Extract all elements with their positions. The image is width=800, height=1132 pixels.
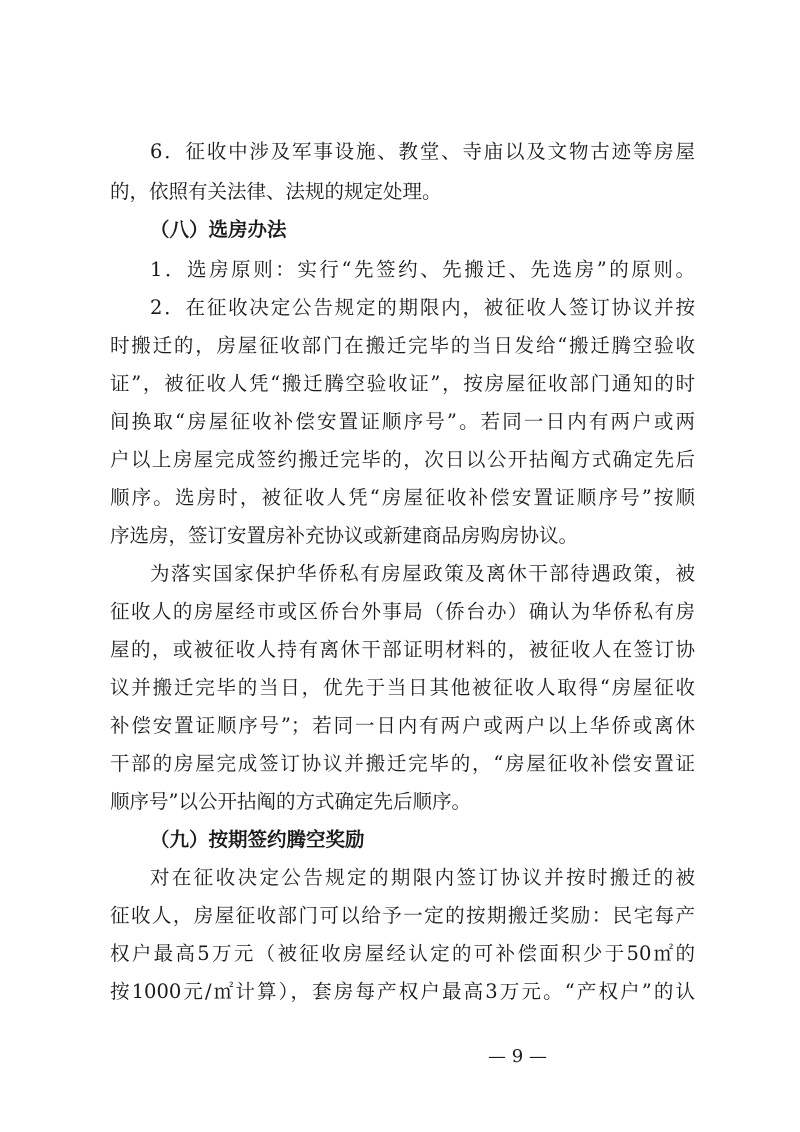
paragraph-line: 的，依照有关法律、法规的规定处理。 (110, 180, 442, 203)
paragraph-line: 为落实国家保护华侨私有房屋政策及离休干部待遇政策，被 (150, 562, 695, 585)
paragraph-line: 时搬迁的，房屋征收部门在搬迁完毕的当日发给“搬迁腾空验收 (110, 334, 695, 357)
paragraph-line: 证”，被征收人凭“搬迁腾空验收证”，按房屋征收部门通知的时 (110, 372, 695, 395)
paragraph-line: 顺序。选房时，被征收人凭“房屋征收补偿安置证顺序号”按顺 (110, 486, 695, 509)
paragraph-line: 间换取“房屋征收补偿安置证顺序号”。若同一日内有两户或两 (110, 410, 695, 433)
paragraph-line: 2．在征收决定公告规定的期限内，被征收人签订协议并按 (150, 296, 695, 319)
paragraph-line: 征收人，房屋征收部门可以给予一定的按期搬迁奖励：民宅每产 (110, 904, 695, 927)
paragraph-line: 户以上房屋完成签约搬迁完毕的，次日以公开拈阄方式确定先后 (110, 448, 695, 471)
paragraph-line: 顺序号”以公开拈阄的方式确定先后顺序。 (110, 790, 471, 813)
paragraph-line: 屋的，或被征收人持有离休干部证明材料的，被征收人在签订协 (110, 638, 695, 661)
paragraph-line: 议并搬迁完毕的当日，优先于当日其他被征收人取得“房屋征收 (110, 676, 695, 699)
paragraph-line: 权户最高5万元（被征收房屋经认定的可补偿面积少于50㎡的 (110, 942, 695, 965)
section-heading: （八）选房办法 (150, 218, 287, 241)
paragraph-line: 1．选房原则：实行“先签约、先搬迁、先选房”的原则。 (150, 258, 695, 281)
paragraph-line: 对在征收决定公告规定的期限内签订协议并按时搬迁的被 (150, 866, 695, 889)
page-number: — 9 — (488, 1046, 547, 1067)
paragraph-line: 按1000元/㎡计算），套房每产权户最高3万元。“产权户”的认 (110, 980, 695, 1003)
paragraph-line: 干部的房屋完成签订协议并搬迁完毕的，“房屋征收补偿安置证 (110, 752, 695, 775)
section-heading: （九）按期签约腾空奖励 (150, 828, 365, 851)
paragraph-line: 6．征收中涉及军事设施、教堂、寺庙以及文物古迹等房屋 (150, 140, 695, 163)
paragraph-line: 征收人的房屋经市或区侨台外事局（侨台办）确认为华侨私有房 (110, 600, 695, 623)
paragraph-line: 补偿安置证顺序号”；若同一日内有两户或两户以上华侨或离休 (110, 714, 695, 737)
paragraph-line: 序选房，签订安置房补充协议或新建商品房购房协议。 (110, 524, 579, 547)
